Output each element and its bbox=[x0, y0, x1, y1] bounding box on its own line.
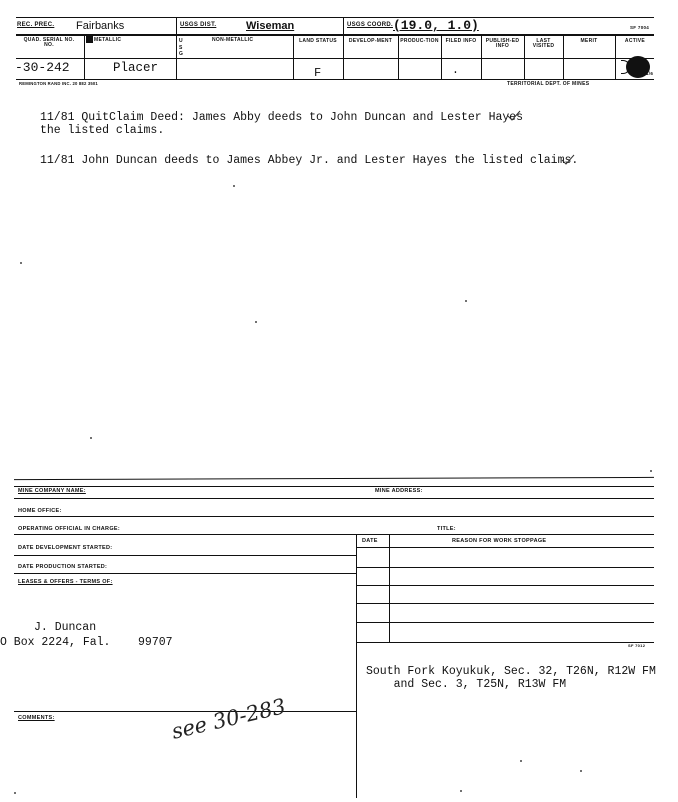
speck bbox=[460, 790, 462, 792]
date-production-label: DATE PRODUCTION STARTED: bbox=[18, 564, 108, 570]
comments-label: COMMENTS: bbox=[18, 715, 55, 721]
col-divider bbox=[615, 34, 616, 79]
speck bbox=[465, 300, 467, 302]
col-divider bbox=[398, 34, 399, 79]
row-rule bbox=[14, 516, 654, 517]
usgs-letters: U S G bbox=[179, 38, 184, 57]
lessee-address: O Box 2224, Fal. 99707 bbox=[0, 636, 173, 649]
printer-credit: REMINGTON RAND INC. 20 882 3501 bbox=[19, 81, 98, 86]
row-rule bbox=[14, 498, 654, 499]
operating-official-label: OPERATING OFFICIAL IN CHARGE: bbox=[18, 526, 120, 532]
active-header: ACTIVE bbox=[624, 38, 646, 44]
stoppage-row-rule bbox=[356, 622, 654, 623]
col-divider bbox=[563, 34, 564, 79]
see-reference-handwriting: see 30-283 bbox=[169, 694, 288, 744]
comments-rule bbox=[14, 711, 356, 712]
note-duncan-deed: 11/81 John Duncan deeds to James Abbey Jr. and Lester Hayes the listed claims. bbox=[40, 154, 579, 167]
territorial-dept: TERRITORIAL DEPT. OF MINES bbox=[507, 81, 590, 87]
development-header: DEVELOP-MENT bbox=[348, 38, 393, 44]
speck bbox=[580, 770, 582, 772]
last-visited-header: LAST VISITED bbox=[532, 38, 555, 49]
form-number: SF 7004 bbox=[630, 25, 650, 30]
speck bbox=[20, 262, 22, 264]
row-rule bbox=[14, 534, 654, 535]
col-divider bbox=[481, 34, 482, 79]
header-row-divider bbox=[16, 58, 654, 59]
speck bbox=[90, 437, 92, 439]
row-rule bbox=[14, 555, 356, 556]
stoppage-date-header: DATE bbox=[362, 538, 378, 544]
speck bbox=[14, 792, 16, 794]
non-metallic-header: NON-METALLIC bbox=[212, 37, 254, 43]
col-divider bbox=[84, 34, 85, 79]
note-quitclaim: 11/81 QuitClaim Deed: James Abby deeds to John Duncan and Lester Hayes the listed claims. bbox=[40, 111, 524, 138]
metallic-header: METALLIC bbox=[94, 37, 122, 43]
usgs-coord-label: USGS COORD. bbox=[347, 22, 393, 28]
metallic-value: Placer bbox=[113, 61, 159, 75]
land-status-header: LAND STATUS bbox=[299, 38, 337, 44]
speck bbox=[520, 760, 522, 762]
row-rule bbox=[14, 573, 356, 574]
merit-header: MERIT bbox=[580, 38, 598, 44]
date-col-divider bbox=[389, 534, 390, 642]
header-top-rule bbox=[16, 17, 654, 18]
form-number-2: SF 7012 bbox=[628, 643, 646, 648]
mine-address-label: MINE ADDRESS: bbox=[375, 488, 423, 494]
active-note: 1/6 bbox=[646, 71, 654, 76]
speck bbox=[650, 470, 652, 472]
published-info-header: PUBLISH-ED INFO bbox=[485, 38, 520, 49]
location-description: South Fork Koyukuk, Sec. 32, T26N, R12W FM and Sec. 3, T25N, R13W FM bbox=[366, 665, 656, 692]
check-mark bbox=[560, 152, 580, 166]
col-divider bbox=[343, 17, 344, 79]
col-divider bbox=[176, 17, 177, 79]
stoppage-row-rule bbox=[356, 585, 654, 586]
production-header: PRODUC-TION bbox=[400, 38, 439, 44]
speck bbox=[233, 185, 235, 187]
stoppage-header-rule bbox=[356, 547, 654, 548]
stoppage-reason-header: REASON FOR WORK STOPPAGE bbox=[452, 538, 547, 544]
usgs-dist-value: Wiseman bbox=[246, 20, 295, 32]
mine-company-name-label: MINE COMPANY NAME: bbox=[18, 488, 86, 494]
date-development-label: DATE DEVELOPMENT STARTED: bbox=[18, 545, 113, 551]
lower-rule-2 bbox=[14, 486, 654, 487]
stoppage-row-rule bbox=[356, 567, 654, 568]
rec-prec-label: REC. PREC. bbox=[17, 22, 55, 28]
header-bottom-rule bbox=[16, 79, 654, 80]
quad-serial-header: QUAD. SERIAL NO. NO. bbox=[23, 37, 75, 48]
filed-info-header: FILED INFO bbox=[445, 38, 477, 44]
serial-number: -30-242 bbox=[15, 60, 70, 75]
speck bbox=[255, 321, 257, 323]
metallic-check-box bbox=[86, 36, 93, 43]
check-mark bbox=[506, 108, 528, 122]
filed-info-value: . bbox=[452, 64, 459, 77]
header-rule bbox=[16, 34, 654, 36]
rec-prec-value: Fairbanks bbox=[76, 20, 125, 32]
lessee-name: J. Duncan bbox=[34, 621, 97, 634]
stoppage-bottom-rule bbox=[356, 642, 654, 643]
col-divider bbox=[293, 34, 294, 79]
right-panel-divider bbox=[356, 534, 357, 798]
usgs-coord-value: (19.0, 1.0) bbox=[393, 18, 479, 33]
lower-top-rule bbox=[14, 477, 654, 480]
usgs-dist-label: USGS DIST. bbox=[180, 22, 217, 28]
land-status-value: F bbox=[314, 66, 322, 80]
col-divider bbox=[524, 34, 525, 79]
leases-label: LEASES & OFFERS - TERMS OF: bbox=[18, 579, 113, 585]
stoppage-row-rule bbox=[356, 603, 654, 604]
home-office-label: HOME OFFICE: bbox=[18, 508, 62, 514]
col-divider bbox=[441, 34, 442, 79]
title-label: TITLE: bbox=[437, 526, 456, 532]
